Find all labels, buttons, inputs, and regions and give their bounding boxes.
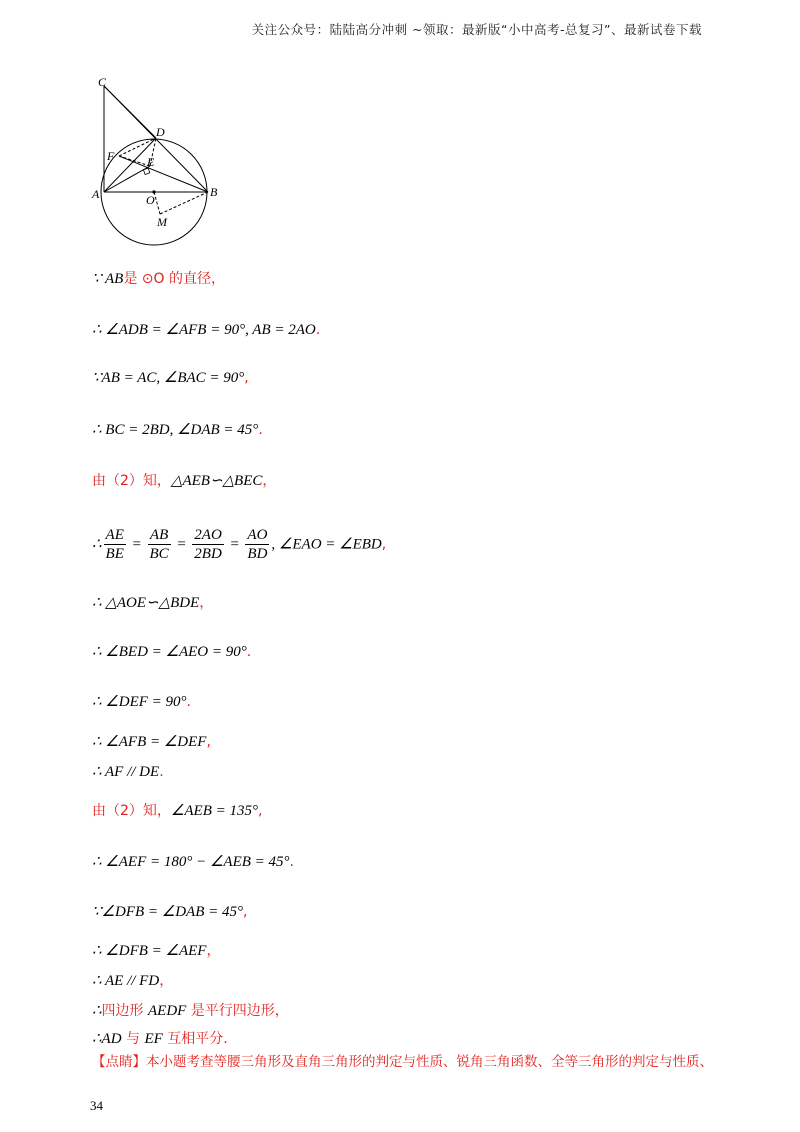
therefore-symbol: ∴ [92, 536, 102, 553]
fraction [192, 526, 224, 563]
annotation-text: 与 [121, 1031, 145, 1047]
math-expression: ∴ ∠DFB = ∠AEF [92, 943, 207, 959]
proof-line [92, 1000, 289, 1020]
proof-line [92, 470, 276, 490]
label-d: D [156, 125, 165, 139]
math-expression: AD [101, 1031, 122, 1047]
label-a: A [92, 187, 100, 201]
annotation-text: 互相平分. [162, 1031, 228, 1047]
page-number: 34 [90, 1098, 103, 1113]
proof-line [92, 420, 263, 439]
math-expression: ∴ ∠DEF = 90° [92, 694, 187, 710]
annotation-text: ， [206, 943, 221, 959]
annotation-text: 是 ⊙O 的直径， [123, 271, 226, 287]
math-expression: ∴ △AOE∽△BDE [92, 595, 200, 611]
annotation-text: 由（2）知， [92, 473, 171, 489]
annotation-text: ， [262, 473, 277, 489]
math-expression: EF [144, 1031, 163, 1047]
math-expression: ∵AB = AC, ∠BAC = 90° [92, 370, 245, 386]
remark-note: 【点睛】本小题考查等腰三角形及直角三角形的判定与性质、锐角三角函数、全等三角形的判定与性质、 [92, 1054, 713, 1070]
equals-sign: = [225, 536, 244, 553]
annotation-text: . [315, 322, 321, 338]
fraction [104, 526, 126, 563]
proof-line [92, 762, 164, 781]
fraction-numerator: AB [148, 526, 171, 545]
label-b: B [210, 185, 218, 199]
math-expression: ∴ ∠BED = ∠AEO = 90° [92, 644, 247, 660]
geometry-figure [90, 74, 230, 250]
math-expression: ∴ ∠AEF = 180° − ∠AEB = 45° [92, 854, 290, 870]
proof-line [92, 526, 386, 563]
math-expression: ∴ BC = 2BD, ∠DAB = 45° [92, 422, 259, 438]
math-expression: ∵∠DFB = ∠DAB = 45° [92, 904, 243, 920]
math-expression: ∴ AE // FD [92, 973, 160, 989]
therefore-symbol: ∴ [92, 1031, 102, 1047]
fraction-denominator: BC [149, 546, 169, 562]
annotation-text: , [257, 803, 263, 819]
annotation-text: , [243, 904, 248, 920]
annotation-text: , [244, 370, 249, 386]
therefore-symbol: ∴ [92, 1003, 102, 1019]
fraction-numerator: AE [105, 527, 124, 543]
fraction-denominator: BE [105, 546, 124, 562]
proof-line [92, 268, 225, 288]
annotation-text: . [258, 422, 263, 438]
proof-line [92, 692, 191, 711]
math-expression: ∴ ∠ADB = ∠AFB = 90°, AB = 2AO [92, 322, 316, 338]
proof-line [92, 320, 320, 339]
annotation-text: . [289, 854, 294, 870]
label-o: O [146, 193, 155, 207]
fraction-numerator: 2AO [194, 527, 222, 543]
fraction-numerator: AO [247, 527, 268, 543]
proof-line [92, 800, 262, 820]
page-header: 关注公众号：陆陆高分冲刺 ~领取：最新版“小中高考-总复习”、最新试卷下载 [251, 22, 702, 37]
proof-line [92, 592, 213, 612]
label-f: F [107, 149, 115, 163]
fraction-denominator: 2BD [194, 546, 222, 562]
equals-sign: = [127, 536, 146, 553]
proof-line [92, 1028, 228, 1048]
math-expression: ∠AEB = 135° [170, 803, 258, 819]
math-expression: △AEB∽△BEC [170, 473, 263, 489]
annotation-text: , [381, 536, 387, 553]
equals-sign: = [172, 536, 191, 553]
math-expression: AEDF [148, 1003, 187, 1019]
annotation-text: 由（2）知， [92, 803, 171, 819]
annotation-text: . [159, 764, 164, 780]
fraction-denominator: BD [247, 546, 268, 562]
annotation-text: 是平行四边形， [186, 1003, 289, 1019]
annotation-text: . [246, 644, 252, 660]
fraction [245, 526, 269, 563]
math-expression: , ∠EAO = ∠EBD [271, 536, 382, 553]
proof-line [92, 642, 251, 661]
annotation-text: , [206, 734, 211, 750]
math-expression: ∴ AF // DE [92, 764, 160, 780]
proof-line [92, 732, 211, 751]
proof-line [92, 970, 173, 990]
label-e: E [147, 155, 155, 169]
math-expression: ∵ AB [92, 271, 124, 287]
annotation-text: 四边形 [101, 1003, 148, 1019]
label-c: C [98, 75, 107, 89]
math-expression: ∴ ∠AFB = ∠DEF [92, 734, 207, 750]
annotation-text: . [186, 694, 191, 710]
proof-line [92, 852, 294, 871]
proof-line [92, 902, 247, 921]
proof-line [92, 368, 249, 387]
proof-line [92, 940, 220, 960]
fraction [148, 526, 171, 563]
annotation-text: ， [199, 595, 214, 611]
annotation-text: ， [159, 973, 174, 989]
label-m: M [157, 215, 167, 229]
